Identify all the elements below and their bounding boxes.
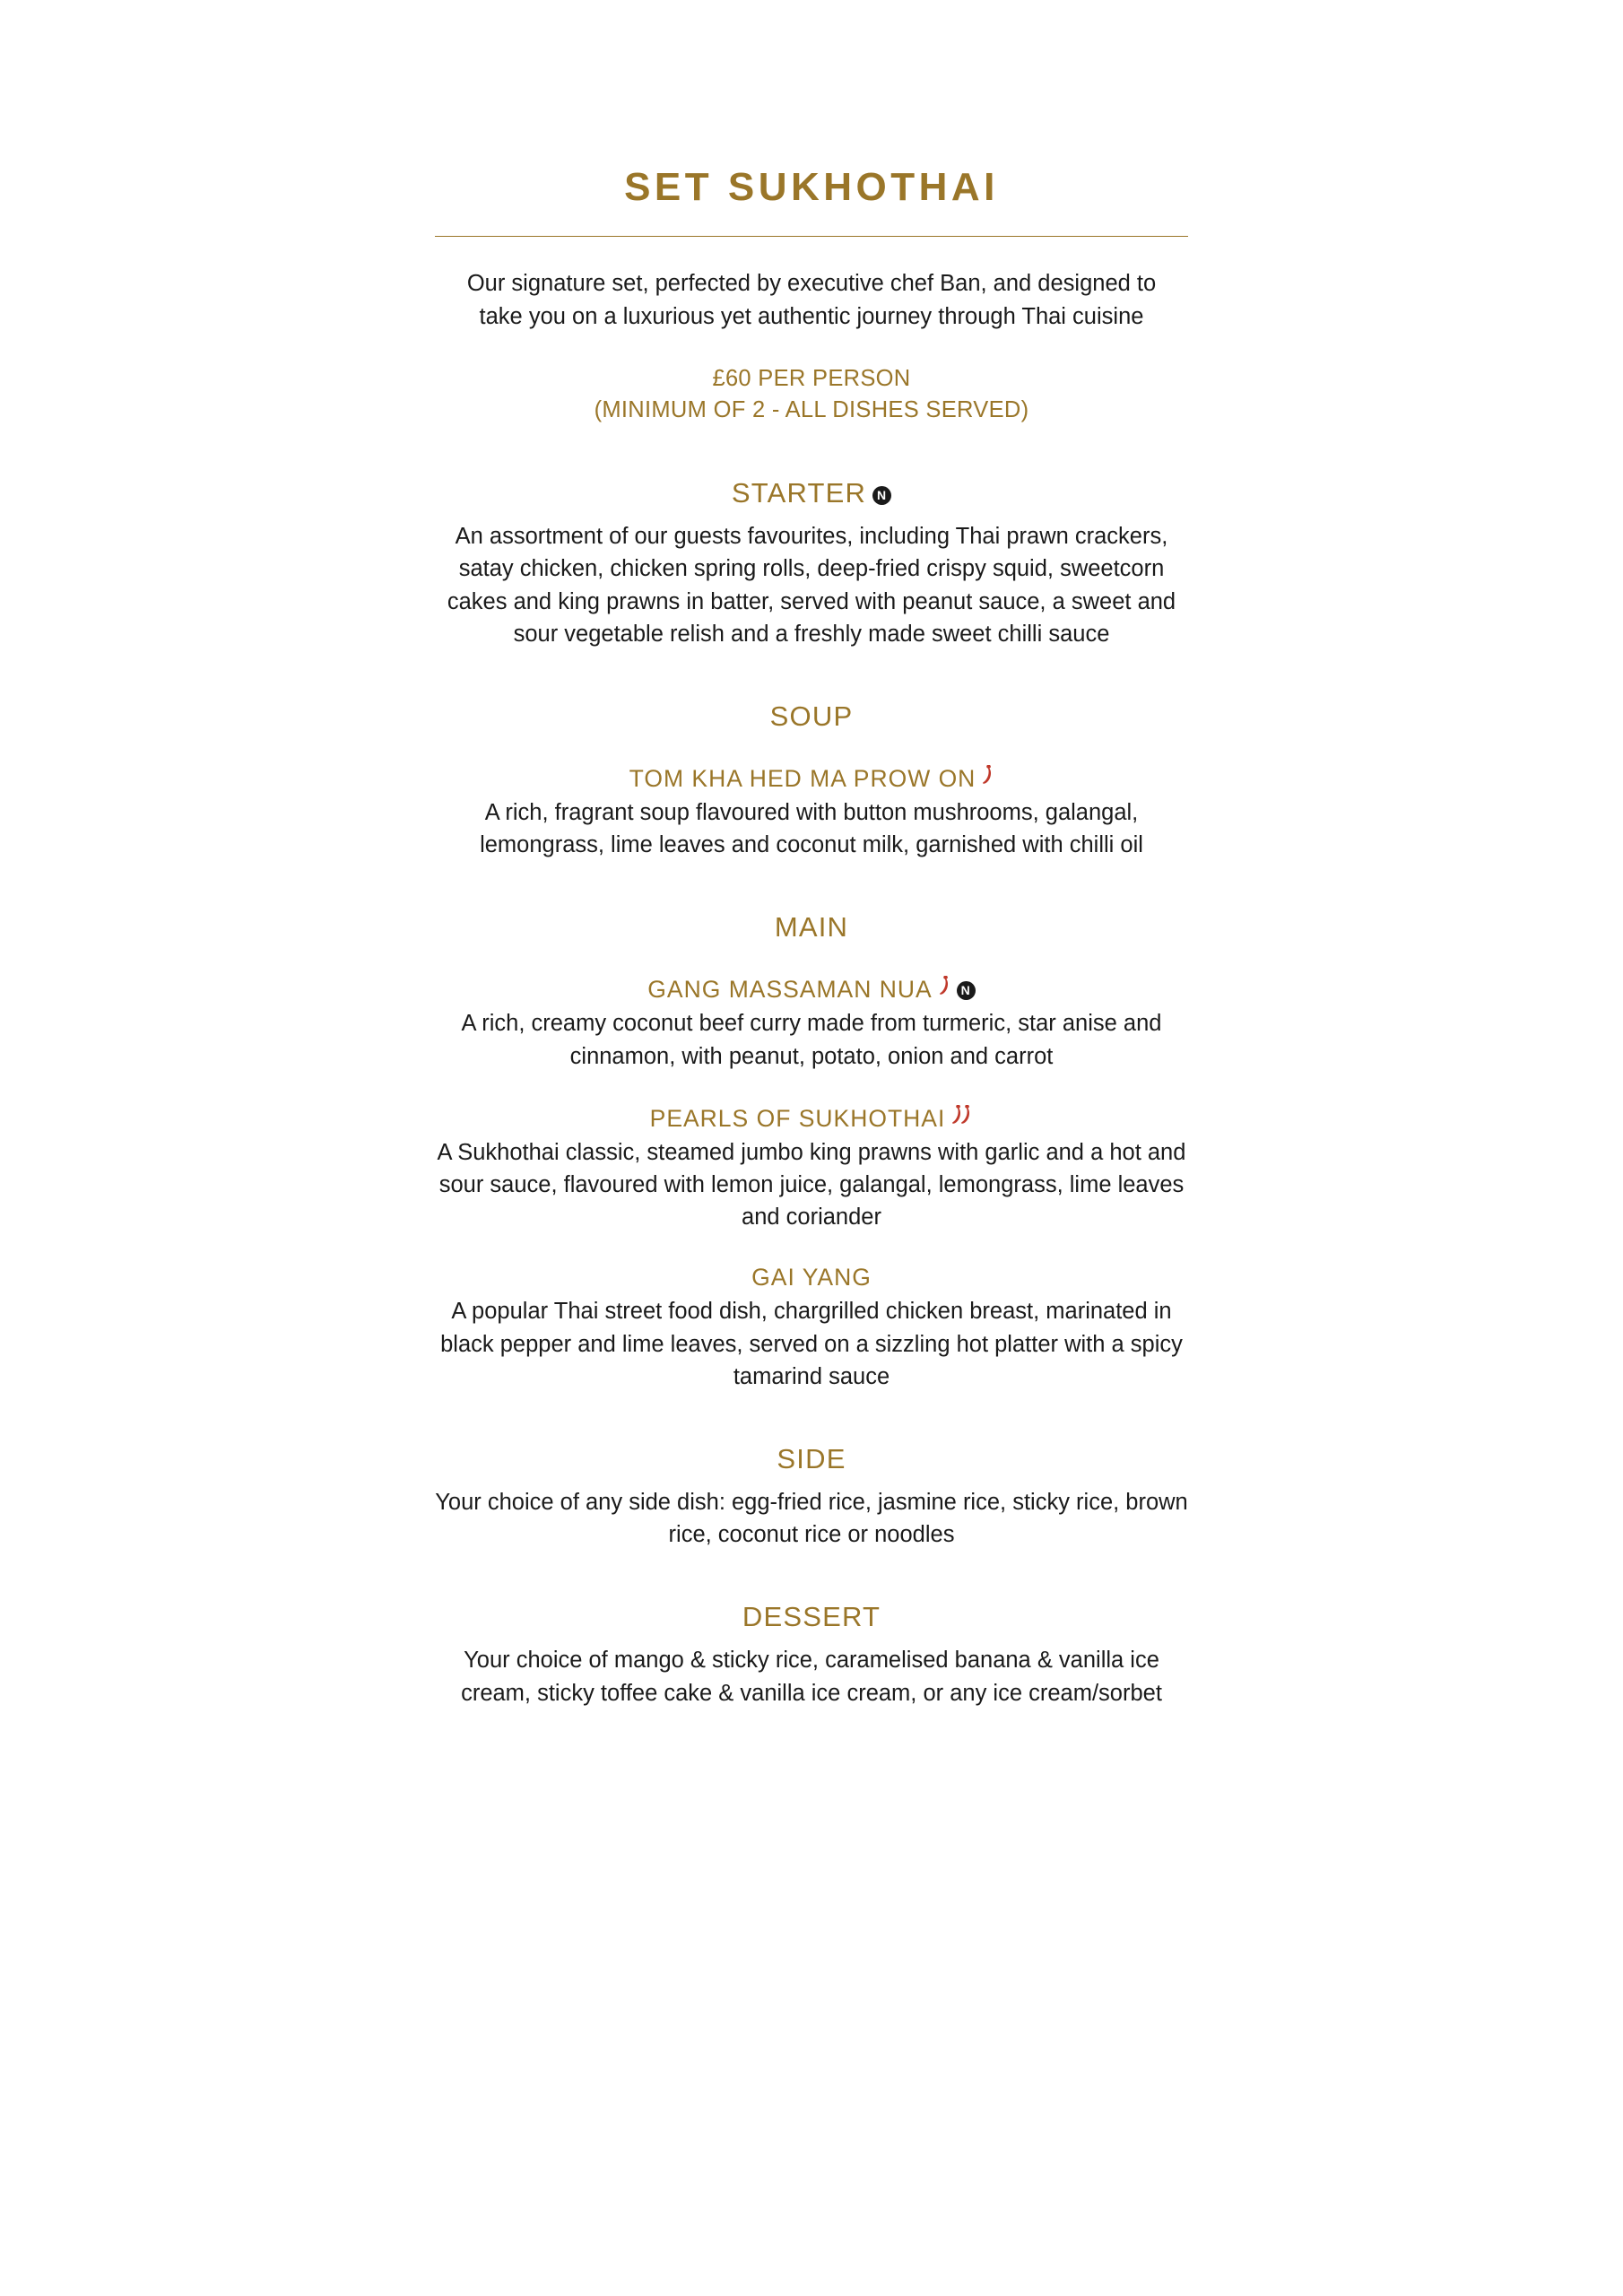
chilli-icon-group [976,763,994,792]
dish-item [417,1264,1206,1393]
dish-item [417,763,1206,861]
menu-container [417,0,1206,1709]
page-title: SET SUKHOTHAI [624,165,999,209]
dish-name [417,974,1206,1004]
section-body-side: Your choice of any side dish: egg-fried rice, jasmine rice, sticky rice, brown rice, coconut rice or noodles [435,1490,1188,1548]
chilli-icon-group [933,974,950,1003]
price-block [417,363,1206,427]
dish-name-label: GAI YANG [751,1264,872,1292]
dish-name-label: PEARLS OF SUKHOTHAI [649,1104,946,1132]
section-heading-soup [417,700,1206,733]
section-body-starter: An assortment of our guests favourites, including Thai prawn crackers, satay chicken, chicken spring rolls, deep-fried crispy squid, sweetcorn cakes and king prawns in batter, served with peanut sauce, a sweet and sour vegetable relish and a freshly made sweet chilli sauce [447,524,1176,647]
dish-name [417,1264,1206,1292]
dish-name [417,763,1206,793]
section-dessert [417,1601,1206,1709]
nut-icon: N [872,486,891,505]
dish-description: A Sukhothai classic, steamed jumbo king prawns with garlic and a hot and sour sauce, flavoured with lemon juice, galangal, lemongrass, lime leaves and coriander [437,1139,1186,1231]
section-heading-main-label: MAIN [774,911,849,944]
section-heading-side-label: SIDE [777,1443,846,1475]
dish-description: A rich, creamy coconut beef curry made from turmeric, star anise and cinnamon, with peanut, potato, onion and carrot [461,1011,1162,1069]
chilli-icon [951,1103,973,1125]
nut-icon: N [957,981,976,1000]
section-body-dessert: Your choice of mango & sticky rice, caramelised banana & vanilla ice cream, sticky toffee cake & vanilla ice cream, or any ice cream/sorbet [461,1648,1162,1706]
dish-item [417,974,1206,1072]
section-side [417,1443,1206,1551]
dish-name-label: TOM KHA HED MA PROW ON [629,764,976,792]
section-heading-dessert-label: DESSERT [742,1601,881,1633]
dish-description: A popular Thai street food dish, chargrilled chicken breast, marinated in black pepper and lime leaves, served on a sizzling hot platter with a spicy tamarind sauce [440,1299,1183,1389]
title-divider [435,236,1188,237]
dish-name-label: GANG MASSAMAN NUA [647,976,933,1004]
chilli-icon [939,974,950,996]
section-starter [417,477,1206,650]
section-heading-starter [417,477,1206,509]
section-soup [417,700,1206,861]
section-heading-side [417,1443,1206,1475]
section-main [417,911,1206,1393]
dish-name [417,1103,1206,1133]
price-amount: £60 PER PERSON [712,365,911,391]
section-heading-starter-label: STARTER [731,477,867,509]
chilli-icon [982,763,994,785]
dish-item [417,1103,1206,1234]
chilli-icon-group [945,1103,973,1132]
dish-description: A rich, fragrant soup flavoured with button mushrooms, galangal, lemongrass, lime leaves and coconut milk, garnished with chilli oil [480,799,1143,858]
price-note: (MINIMUM OF 2 - ALL DISHES SERVED) [594,397,1029,423]
section-heading-soup-label: SOUP [769,700,854,732]
section-heading-dessert [417,1601,1206,1633]
section-heading-main [417,911,1206,944]
menu-intro: Our signature set, perfected by executive chef Ban, and designed to take you on a luxurious yet authentic journey through Thai cuisine [466,271,1157,329]
